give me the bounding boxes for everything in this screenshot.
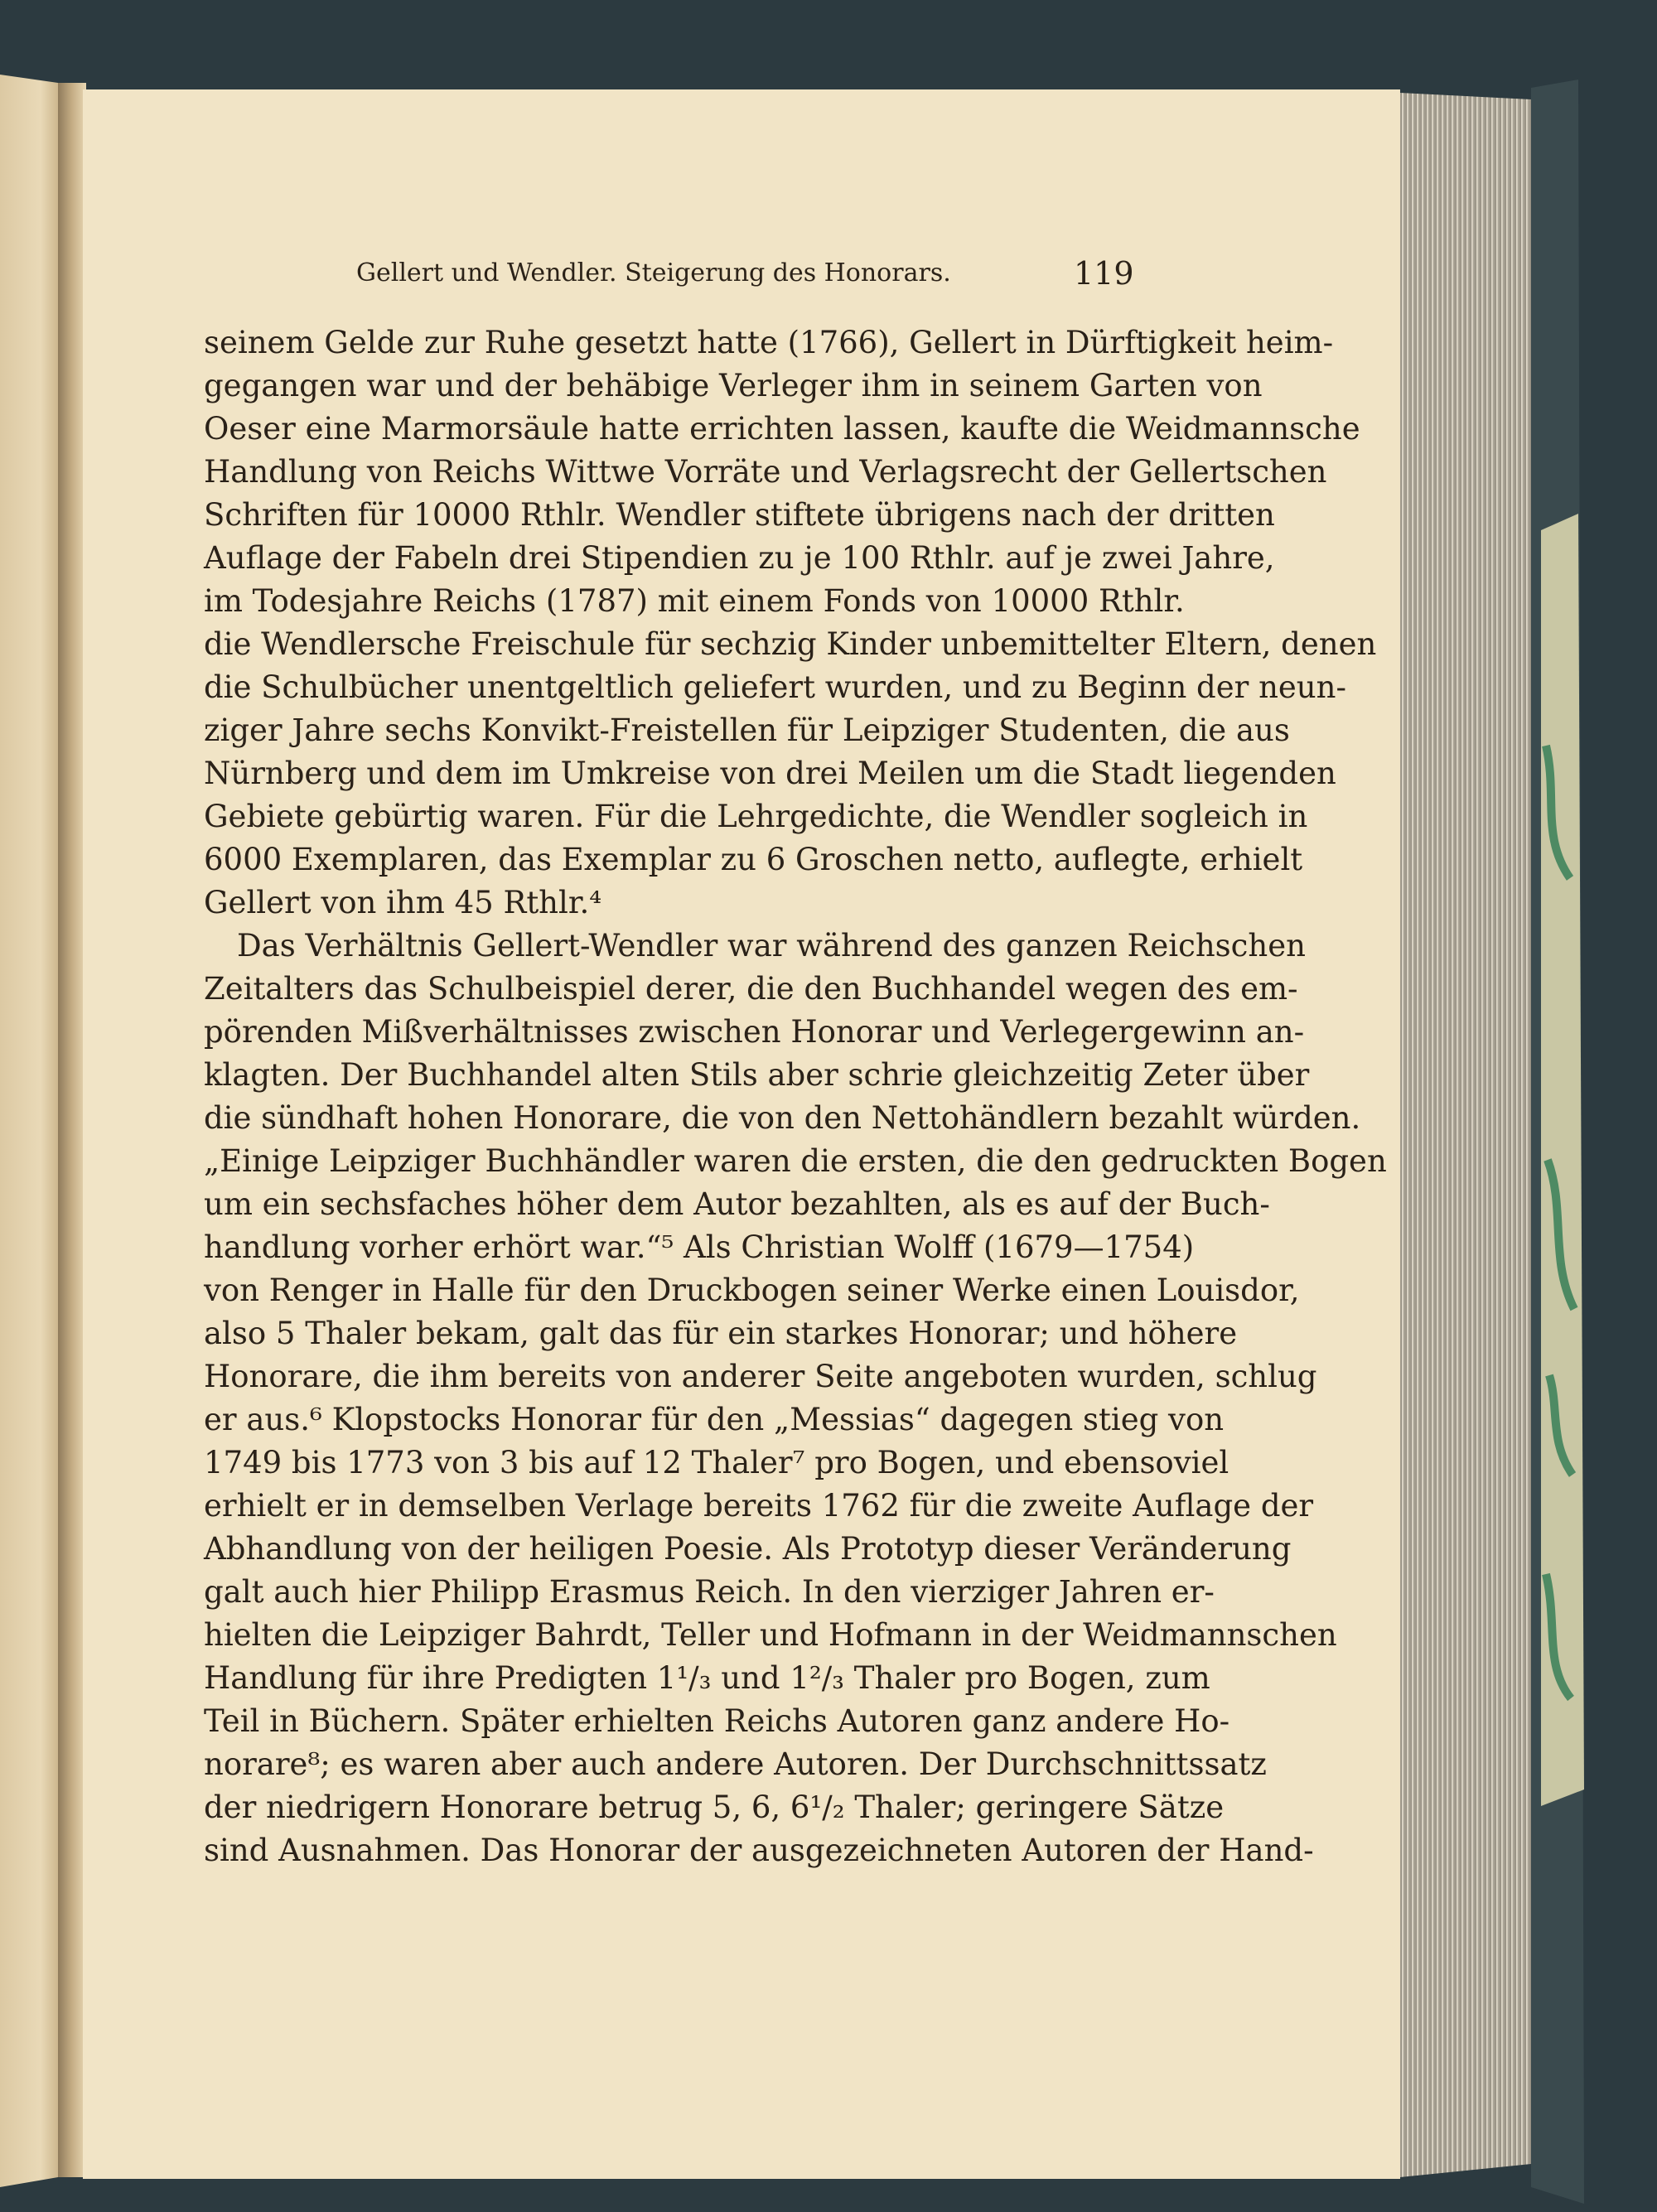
- body-line: Teil in Büchern. Später erhielten Reichs Autoren ganz andere Ho-: [204, 1703, 1230, 1739]
- body-line: 1749 bis 1773 von 3 bis auf 12 Thaler⁷ pro Bogen, und ebensoviel: [204, 1445, 1229, 1480]
- body-line: Honorare, die ihm bereits von anderer Seite angeboten wurden, schlug: [204, 1359, 1317, 1394]
- body-line: also 5 Thaler bekam, galt das für ein starkes Honorar; und höhere: [204, 1316, 1238, 1351]
- running-header: Gellert und Wendler. Steigerung des Honorars.: [356, 258, 951, 287]
- body-line: klagten. Der Buchhandel alten Stils aber schrie gleichzeitig Zeter über: [204, 1057, 1310, 1093]
- body-line: ziger Jahre sechs Konvikt-Freistellen für Leipziger Studenten, die aus: [204, 712, 1290, 748]
- body-line: Zeitalters das Schulbeispiel derer, die den Buchhandel wegen des em-: [204, 971, 1298, 1007]
- body-line: 6000 Exemplaren, das Exemplar zu 6 Groschen netto, auflegte, erhielt: [204, 842, 1303, 877]
- body-line: norare⁸; es waren aber auch andere Autoren. Der Durchschnittssatz: [204, 1746, 1267, 1782]
- body-line: sind Ausnahmen. Das Honorar der ausgezeichneten Autoren der Hand-: [204, 1833, 1314, 1868]
- page-number: 119: [1074, 255, 1134, 292]
- body-line: gegangen war und der behäbige Verleger ihm in seinem Garten von: [204, 368, 1263, 403]
- body-line: im Todesjahre Reichs (1787) mit einem Fonds von 10000 Rthlr.: [204, 583, 1185, 619]
- body-line: er aus.⁶ Klopstocks Honorar für den „Messias“ dagegen stieg von: [204, 1402, 1225, 1437]
- body-line: die Wendlersche Freischule für sechzig Kinder unbemittelter Eltern, denen: [204, 626, 1377, 662]
- body-line: Nürnberg und dem im Umkreise von drei Meilen um die Stadt liegenden: [204, 756, 1336, 791]
- body-line: von Renger in Halle für den Druckbogen seiner Werke einen Louisdor,: [204, 1273, 1300, 1308]
- body-line: galt auch hier Philipp Erasmus Reich. In den vierziger Jahren er-: [204, 1574, 1215, 1610]
- body-line: der niedrigern Honorare betrug 5, 6, 6¹/₂ Thaler; geringere Sätze: [204, 1789, 1225, 1825]
- body-line: um ein sechsfaches höher dem Autor bezahlten, als es auf der Buch-: [204, 1186, 1270, 1222]
- body-line: Das Verhältnis Gellert-Wendler war während des ganzen Reichschen: [237, 928, 1306, 964]
- body-line: Handlung für ihre Predigten 1¹/₃ und 1²/₃ Thaler pro Bogen, zum: [204, 1660, 1210, 1696]
- body-line: erhielt er in demselben Verlage bereits 1762 für die zweite Auflage der: [204, 1488, 1314, 1524]
- body-line: „Einige Leipziger Buchhändler waren die ersten, die den gedruckten Bogen: [204, 1143, 1387, 1179]
- body-line: handlung vorher erhört war.“⁵ Als Christian Wolff (1679—1754): [204, 1229, 1195, 1265]
- body-line: Abhandlung von der heiligen Poesie. Als Prototyp dieser Veränderung: [204, 1531, 1292, 1567]
- body-line: Handlung von Reichs Wittwe Vorräte und Verlagsrecht der Gellertschen: [204, 454, 1327, 490]
- body-line: Gebiete gebürtig waren. Für die Lehrgedichte, die Wendler sogleich in: [204, 799, 1308, 834]
- body-line: hielten die Leipziger Bahrdt, Teller und Hofmann in der Weidmannschen: [204, 1617, 1337, 1653]
- body-line: Oeser eine Marmorsäule hatte errichten lassen, kaufte die Weidmannsche: [204, 411, 1360, 447]
- body-line: die Schulbücher unentgeltlich geliefert wurden, und zu Beginn der neun-: [204, 669, 1346, 705]
- body-line: Gellert von ihm 45 Rthlr.⁴: [204, 885, 602, 920]
- body-line: die sündhaft hohen Honorare, die von den Nettohändlern bezahlt würden.: [204, 1100, 1361, 1136]
- body-line: Schriften für 10000 Rthlr. Wendler stiftete übrigens nach der dritten: [204, 497, 1275, 533]
- body-line: Auflage der Fabeln drei Stipendien zu je 100 Rthlr. auf je zwei Jahre,: [204, 540, 1275, 576]
- body-line: seinem Gelde zur Ruhe gesetzt hatte (1766), Gellert in Dürftigkeit heim-: [204, 325, 1334, 360]
- body-line: pörenden Mißverhältnisses zwischen Honorar und Verlegergewinn an-: [204, 1014, 1305, 1050]
